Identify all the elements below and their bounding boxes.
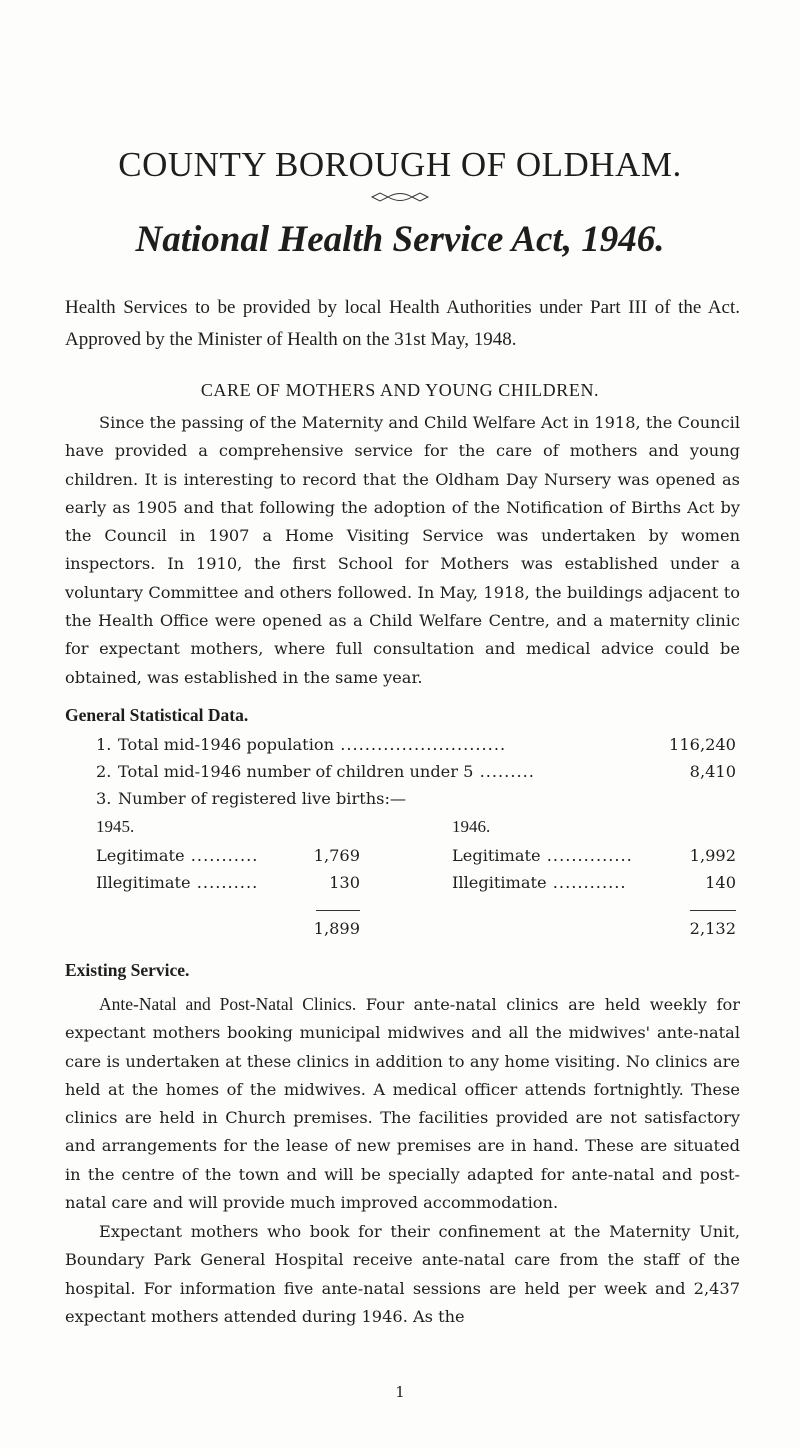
- ante-natal-title: Ante-Natal and Post-Natal Clinics.: [99, 994, 357, 1014]
- stats-heading: General Statistical Data.: [65, 705, 249, 725]
- ante-natal-text: Four ante-natal clinics are held weekly for expectant mothers booking municipal midwives and all the midwives' ante-natal care is undertaken at these clinics in addition to any home visiting. No clinics are held at the homes of the midwives. A medical officer attends fortnightly. These clinics are held in Church premises. The facilities provided are not satisfactory and arrangements for the lease of new premises are in hand. These are situated in the centre of the town and will be specially adapted for ante-natal and post-natal care and will provide much improved accommodation.: [65, 995, 740, 1213]
- births-label: Legitimate ...........: [96, 846, 259, 865]
- births-total: 1,899: [313, 919, 360, 938]
- births-row: [452, 873, 736, 901]
- births-row: [452, 846, 736, 874]
- total-rule: [690, 910, 736, 911]
- stat-row: [96, 735, 740, 763]
- section-heading: CARE OF MOTHERS AND YOUNG CHILDREN.: [200, 380, 600, 400]
- stat-number: 1.: [96, 735, 112, 754]
- births-row: [96, 873, 360, 901]
- page-number: 1: [395, 1383, 405, 1401]
- stat-number: 3.: [96, 789, 112, 808]
- intro-paragraph: Health Services to be provided by local Health Authorities under Part III of the Act. Approved by the Minister of Health on the 31st May, 1948.: [65, 297, 740, 350]
- births-value: 140: [705, 873, 736, 892]
- body-paragraph: Expectant mothers who book for their confinement at the Maternity Unit, Boundary Park General Hospital receive ante-natal care from the staff of the hospital. For information five ante-natal sessions are held per week and 2,437 expectant mothers attended during 1946. As the: [65, 1222, 740, 1326]
- decorative-ornament: [370, 190, 430, 204]
- stat-number: 2.: [96, 762, 112, 781]
- births-1945-block: [96, 817, 360, 937]
- births-label: Legitimate ..............: [452, 846, 633, 865]
- births-value: 1,992: [689, 846, 736, 865]
- existing-service-heading: Existing Service.: [65, 960, 190, 980]
- stat-row: [96, 762, 740, 790]
- births-label: Illegitimate ............: [452, 873, 627, 892]
- births-total: 2,132: [689, 919, 736, 938]
- stat-row: [96, 789, 740, 817]
- births-value: 130: [329, 873, 360, 892]
- year-label: 1946.: [452, 817, 491, 836]
- births-value: 1,769: [313, 846, 360, 865]
- stat-value: 116,240: [669, 735, 736, 754]
- births-label: Illegitimate ..........: [96, 873, 259, 892]
- births-1946-block: [452, 817, 736, 937]
- stat-label: Total mid-1946 population ...........................: [118, 735, 507, 754]
- stat-label: Number of registered live births:—: [118, 789, 407, 808]
- document-title: COUNTY BOROUGH OF OLDHAM.: [118, 145, 682, 184]
- act-title: National Health Service Act, 1946.: [135, 219, 665, 260]
- body-paragraph: Since the passing of the Maternity and Child Welfare Act in 1918, the Council have provided a comprehensive service for the care of mothers and young children. It is interesting to record that the Oldham Day Nursery was opened as early as 1905 and that following the adoption of the Notification of Births Act by the Council in 1907 a Home Visiting Service was undertaken by women inspectors. In 1910, the first School for Mothers was established under a voluntary Committee and others followed. In May, 1918, the buildings adjacent to the Health Office were opened as a Child Welfare Centre, and a maternity clinic for expectant mothers, where full consultation and medical advice could be obtained, was established in the same year.: [65, 413, 740, 687]
- births-row: [96, 846, 360, 874]
- year-label: 1945.: [96, 817, 135, 836]
- stat-label: Total mid-1946 number of children under 5 .........: [118, 762, 535, 781]
- ante-natal-paragraph: [65, 990, 740, 1217]
- total-rule: [316, 910, 360, 911]
- stat-value: 8,410: [689, 762, 736, 781]
